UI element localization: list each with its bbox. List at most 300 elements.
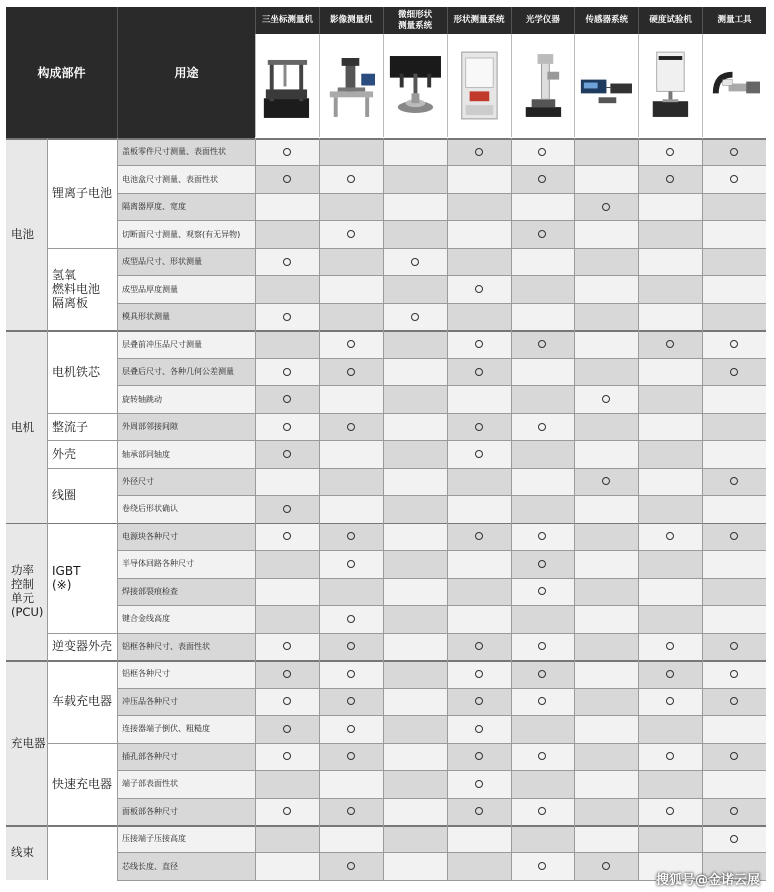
matrix-cell — [447, 633, 511, 660]
column-header-label: 传感器系统 — [585, 15, 629, 25]
watermark: 搜狐号@金诺云展 — [655, 873, 760, 888]
row-divider — [117, 798, 766, 799]
applicable-mark-icon — [666, 532, 674, 540]
column-header — [638, 7, 702, 34]
category-label: 电机 — [11, 419, 34, 434]
usage-label: 铝框各种尺寸 — [122, 669, 170, 679]
usage-cell — [117, 688, 255, 715]
matrix-cell — [702, 798, 766, 825]
matrix-cell — [574, 852, 638, 879]
matrix-cell — [511, 165, 575, 192]
matrix-cell — [383, 660, 447, 687]
matrix-cell — [638, 798, 702, 825]
matrix-cell — [702, 578, 766, 605]
matrix-cell — [574, 468, 638, 495]
applicable-mark-icon — [411, 313, 419, 321]
matrix-cell — [638, 165, 702, 192]
usage-cell — [117, 303, 255, 330]
applicable-mark-icon — [730, 807, 738, 815]
matrix-cell — [574, 330, 638, 357]
column-divider — [702, 138, 703, 880]
matrix-cell — [638, 770, 702, 797]
matrix-cell — [383, 193, 447, 220]
component-header — [6, 7, 117, 138]
matrix-cell — [319, 330, 383, 357]
matrix-cell — [383, 495, 447, 522]
usage-label: 层叠后尺寸、各种几何公差测量 — [122, 367, 234, 377]
matrix-cell — [447, 193, 511, 220]
matrix-cell — [383, 578, 447, 605]
usage-label: 外径尺寸 — [122, 476, 154, 486]
matrix-cell — [511, 743, 575, 770]
applicable-mark-icon — [475, 423, 483, 431]
part-divider — [47, 440, 117, 441]
applicable-mark-icon — [538, 148, 546, 156]
row-divider — [117, 852, 766, 853]
applicable-mark-icon — [538, 560, 546, 568]
applicable-mark-icon — [538, 862, 546, 870]
matrix-cell — [638, 495, 702, 522]
applicable-mark-icon — [475, 752, 483, 760]
usage-label: 芯线长度、直径 — [122, 861, 178, 871]
usage-cell — [117, 468, 255, 495]
matrix-cell — [511, 770, 575, 797]
applicable-mark-icon — [666, 752, 674, 760]
matrix-cell — [319, 303, 383, 330]
part-divider — [47, 468, 117, 469]
matrix-cell — [447, 743, 511, 770]
form-measurement-icon — [448, 34, 511, 137]
matrix-cell — [511, 413, 575, 440]
matrix-cell — [574, 303, 638, 330]
matrix-cell — [383, 523, 447, 550]
matrix-cell — [447, 413, 511, 440]
row-divider — [117, 275, 766, 276]
column-divider — [47, 138, 48, 880]
matrix-cell — [255, 165, 319, 192]
matrix-cell — [383, 330, 447, 357]
row-divider — [117, 770, 766, 771]
matrix-cell — [574, 605, 638, 632]
matrix-cell — [574, 798, 638, 825]
category-cell — [6, 523, 47, 660]
matrix-cell — [638, 358, 702, 385]
matrix-cell — [447, 715, 511, 742]
matrix-cell — [447, 330, 511, 357]
matrix-cell — [383, 275, 447, 302]
matrix-cell — [574, 440, 638, 467]
matrix-cell — [319, 825, 383, 852]
matrix-cell — [319, 743, 383, 770]
applicable-mark-icon — [730, 670, 738, 678]
matrix-cell — [255, 715, 319, 742]
usage-label: 成型品厚度测量 — [122, 284, 178, 294]
applicable-mark-icon — [730, 532, 738, 540]
applicable-mark-icon — [730, 340, 738, 348]
column-divider — [255, 138, 256, 880]
matrix-cell — [574, 193, 638, 220]
matrix-cell — [511, 688, 575, 715]
part-cell — [47, 633, 117, 660]
column-equipment-image — [574, 34, 638, 137]
usage-label: 半导体回路各种尺寸 — [122, 559, 194, 569]
applicable-mark-icon — [411, 258, 419, 266]
matrix-cell — [447, 688, 511, 715]
matrix-cell — [255, 578, 319, 605]
part-divider — [47, 248, 117, 249]
usage-label: 焊接部裂痕检查 — [122, 586, 178, 596]
matrix-cell — [255, 633, 319, 660]
matrix-cell — [574, 248, 638, 275]
matrix-cell — [511, 440, 575, 467]
matrix-cell — [638, 248, 702, 275]
row-divider — [117, 358, 766, 359]
part-cell — [47, 743, 117, 825]
usage-label: 压接端子压接高度 — [122, 834, 186, 844]
matrix-cell — [702, 330, 766, 357]
row-divider — [117, 385, 766, 386]
applicable-mark-icon — [283, 368, 291, 376]
applicable-mark-icon — [538, 807, 546, 815]
matrix-cell — [511, 605, 575, 632]
applicable-mark-icon — [666, 670, 674, 678]
part-label: 锂离子电池 — [52, 185, 113, 200]
column-divider — [117, 138, 118, 880]
matrix-cell — [638, 550, 702, 577]
matrix-cell — [255, 852, 319, 879]
matrix-cell — [638, 385, 702, 412]
matrix-cell — [447, 138, 511, 165]
matrix-cell — [319, 770, 383, 797]
matrix-cell — [702, 688, 766, 715]
category-divider — [6, 523, 766, 525]
matrix-cell — [319, 633, 383, 660]
applicable-mark-icon — [475, 725, 483, 733]
column-equipment-image — [319, 34, 383, 137]
matrix-cell — [255, 358, 319, 385]
applicable-mark-icon — [347, 230, 355, 238]
usage-cell — [117, 798, 255, 825]
matrix-cell — [447, 605, 511, 632]
usage-cell — [117, 715, 255, 742]
part-cell — [47, 523, 117, 633]
usage-label: 层叠前冲压品尺寸测量 — [122, 339, 202, 349]
matrix-cell — [574, 275, 638, 302]
part-divider — [47, 633, 117, 634]
matrix-cell — [702, 138, 766, 165]
usage-cell — [117, 413, 255, 440]
usage-cell — [117, 660, 255, 687]
usage-cell — [117, 220, 255, 247]
category-cell — [6, 825, 47, 880]
row-divider — [117, 468, 766, 469]
row-divider — [117, 193, 766, 194]
matrix-cell — [255, 385, 319, 412]
applicable-mark-icon — [347, 670, 355, 678]
usage-label: 盖板零件尺寸测量、表面性状 — [122, 147, 226, 157]
part-cell — [47, 468, 117, 523]
matrix-cell — [319, 138, 383, 165]
matrix-cell — [638, 138, 702, 165]
matrix-cell — [447, 770, 511, 797]
matrix-cell — [383, 165, 447, 192]
matrix-cell — [702, 770, 766, 797]
matrix-cell — [511, 193, 575, 220]
matrix-cell — [319, 220, 383, 247]
usage-cell — [117, 550, 255, 577]
usage-label: 电源块各种尺寸 — [122, 531, 178, 541]
applicable-mark-icon — [538, 175, 546, 183]
usage-label: 铝框各种尺寸、表面性状 — [122, 641, 210, 651]
matrix-cell — [702, 550, 766, 577]
optical-instrument-icon — [512, 34, 575, 137]
matrix-cell — [574, 358, 638, 385]
matrix-cell — [255, 220, 319, 247]
column-divider — [638, 138, 639, 880]
matrix-cell — [447, 220, 511, 247]
micro-form-system-icon — [384, 34, 447, 137]
matrix-cell — [511, 798, 575, 825]
part-label: 电机铁芯 — [52, 364, 101, 379]
matrix-cell — [638, 275, 702, 302]
applicable-mark-icon — [475, 450, 483, 458]
usage-cell — [117, 825, 255, 852]
column-header-label: 三坐标测量机 — [261, 15, 313, 25]
part-cell — [47, 413, 117, 440]
applicable-mark-icon — [730, 368, 738, 376]
matrix-cell — [255, 688, 319, 715]
row-divider — [117, 550, 766, 551]
row-divider — [117, 633, 766, 634]
applicable-mark-icon — [538, 230, 546, 238]
applicable-mark-icon — [283, 175, 291, 183]
applicable-mark-icon — [602, 395, 610, 403]
matrix-cell — [319, 248, 383, 275]
category-divider — [6, 825, 766, 827]
applicable-mark-icon — [347, 862, 355, 870]
cmm-machine-icon — [256, 34, 319, 137]
row-divider — [117, 165, 766, 166]
applicable-mark-icon — [538, 697, 546, 705]
matrix-cell — [638, 330, 702, 357]
column-equipment-image — [511, 34, 575, 137]
usage-cell — [117, 578, 255, 605]
part-label: 逆变器外壳 — [52, 639, 113, 654]
matrix-cell — [574, 165, 638, 192]
matrix-cell — [319, 578, 383, 605]
matrix-cell — [383, 358, 447, 385]
category-divider — [6, 330, 766, 332]
applicable-mark-icon — [283, 697, 291, 705]
column-header — [319, 7, 383, 34]
matrix-cell — [383, 605, 447, 632]
matrix-cell — [255, 413, 319, 440]
applicable-mark-icon — [347, 368, 355, 376]
applicable-mark-icon — [538, 423, 546, 431]
matrix-cell — [383, 248, 447, 275]
applicable-mark-icon — [283, 532, 291, 540]
applicable-mark-icon — [730, 835, 738, 843]
matrix-cell — [255, 798, 319, 825]
row-divider — [117, 220, 766, 221]
applicable-mark-icon — [283, 642, 291, 650]
matrix-cell — [511, 330, 575, 357]
applicable-mark-icon — [602, 862, 610, 870]
matrix-cell — [255, 825, 319, 852]
matrix-cell — [702, 193, 766, 220]
applicable-mark-icon — [666, 340, 674, 348]
matrix-cell — [638, 660, 702, 687]
applicable-mark-icon — [283, 148, 291, 156]
matrix-cell — [383, 770, 447, 797]
applicable-mark-icon — [283, 670, 291, 678]
matrix-cell — [383, 220, 447, 247]
column-equipment-image — [638, 34, 702, 137]
row-divider — [117, 605, 766, 606]
column-header — [574, 7, 638, 34]
matrix-cell — [255, 743, 319, 770]
applicable-mark-icon — [283, 423, 291, 431]
usage-cell — [117, 275, 255, 302]
part-label: 氢氧 燃料电池 隔离板 — [52, 268, 101, 311]
applicable-mark-icon — [538, 532, 546, 540]
matrix-cell — [702, 660, 766, 687]
matrix-cell — [255, 660, 319, 687]
matrix-cell — [319, 550, 383, 577]
hardness-tester-icon — [639, 34, 702, 137]
applicable-mark-icon — [475, 807, 483, 815]
applicable-mark-icon — [730, 148, 738, 156]
purpose-header-label: 用途 — [174, 66, 199, 80]
usage-cell — [117, 330, 255, 357]
matrix-cell — [574, 523, 638, 550]
applicable-mark-icon — [538, 670, 546, 678]
usage-label: 冲压品各种尺寸 — [122, 696, 178, 706]
matrix-cell — [447, 165, 511, 192]
matrix-cell — [574, 660, 638, 687]
matrix-cell — [319, 165, 383, 192]
matrix-cell — [255, 193, 319, 220]
matrix-cell — [574, 220, 638, 247]
matrix-cell — [511, 660, 575, 687]
matrix-cell — [447, 275, 511, 302]
matrix-cell — [319, 660, 383, 687]
column-header — [447, 7, 511, 34]
matrix-cell — [447, 660, 511, 687]
applicable-mark-icon — [602, 477, 610, 485]
purpose-header — [117, 7, 255, 138]
usage-label: 轴承部同轴度 — [122, 449, 170, 459]
applicable-mark-icon — [730, 697, 738, 705]
category-cell — [6, 138, 47, 330]
matrix-cell — [319, 605, 383, 632]
usage-cell — [117, 138, 255, 165]
matrix-cell — [383, 138, 447, 165]
applicable-mark-icon — [347, 615, 355, 623]
row-divider — [117, 440, 766, 441]
matrix-cell — [574, 770, 638, 797]
applicable-mark-icon — [347, 340, 355, 348]
matrix-cell — [511, 468, 575, 495]
matrix-cell — [319, 688, 383, 715]
applicable-mark-icon — [538, 340, 546, 348]
usage-label: 插孔部各种尺寸 — [122, 751, 178, 761]
applicable-mark-icon — [475, 285, 483, 293]
applicable-mark-icon — [283, 807, 291, 815]
matrix-cell — [574, 633, 638, 660]
category-label: 电池 — [11, 227, 34, 242]
matrix-cell — [447, 798, 511, 825]
usage-label: 旋转轴跳动 — [122, 394, 162, 404]
matrix-cell — [638, 220, 702, 247]
column-header — [702, 7, 766, 34]
matrix-cell — [511, 633, 575, 660]
matrix-cell — [447, 852, 511, 879]
matrix-cell — [511, 550, 575, 577]
matrix-cell — [638, 440, 702, 467]
applicable-mark-icon — [475, 368, 483, 376]
matrix-cell — [383, 385, 447, 412]
category-label: 功率 控制 单元 (PCU) — [11, 563, 44, 620]
applicable-mark-icon — [347, 807, 355, 815]
matrix-cell — [255, 550, 319, 577]
column-header-label: 硬度试验机 — [649, 15, 692, 25]
applicable-mark-icon — [347, 752, 355, 760]
row-divider — [117, 413, 766, 414]
matrix-cell — [702, 385, 766, 412]
row-divider — [117, 248, 766, 249]
matrix-cell — [255, 605, 319, 632]
matrix-cell — [383, 440, 447, 467]
usage-cell — [117, 770, 255, 797]
matrix-cell — [255, 468, 319, 495]
usage-cell — [117, 440, 255, 467]
usage-cell — [117, 385, 255, 412]
matrix-cell — [702, 743, 766, 770]
matrix-cell — [702, 220, 766, 247]
matrix-cell — [574, 743, 638, 770]
matrix-cell — [702, 825, 766, 852]
usage-label: 卷绕后形状确认 — [122, 504, 178, 514]
matrix-cell — [511, 578, 575, 605]
matrix-cell — [702, 523, 766, 550]
matrix-cell — [638, 413, 702, 440]
matrix-cell — [447, 385, 511, 412]
matrix-cell — [447, 550, 511, 577]
matrix-cell — [511, 523, 575, 550]
matrix-cell — [702, 165, 766, 192]
matrix-cell — [511, 303, 575, 330]
matrix-cell — [447, 303, 511, 330]
column-header — [511, 7, 575, 34]
part-label: 外壳 — [52, 447, 77, 461]
matrix-cell — [638, 468, 702, 495]
matrix-cell — [511, 852, 575, 879]
usage-label: 键合金线高度 — [122, 614, 170, 624]
part-cell — [47, 660, 117, 742]
part-label: 整流子 — [52, 419, 89, 434]
applicable-mark-icon — [347, 532, 355, 540]
matrix-cell — [319, 440, 383, 467]
usage-label: 外周部邻接间隙 — [122, 422, 178, 432]
matrix-cell — [702, 605, 766, 632]
category-label: 线束 — [11, 845, 34, 860]
applicable-mark-icon — [602, 203, 610, 211]
usage-cell — [117, 358, 255, 385]
matrix-cell — [255, 523, 319, 550]
applicable-mark-icon — [538, 642, 546, 650]
matrix-cell — [638, 633, 702, 660]
